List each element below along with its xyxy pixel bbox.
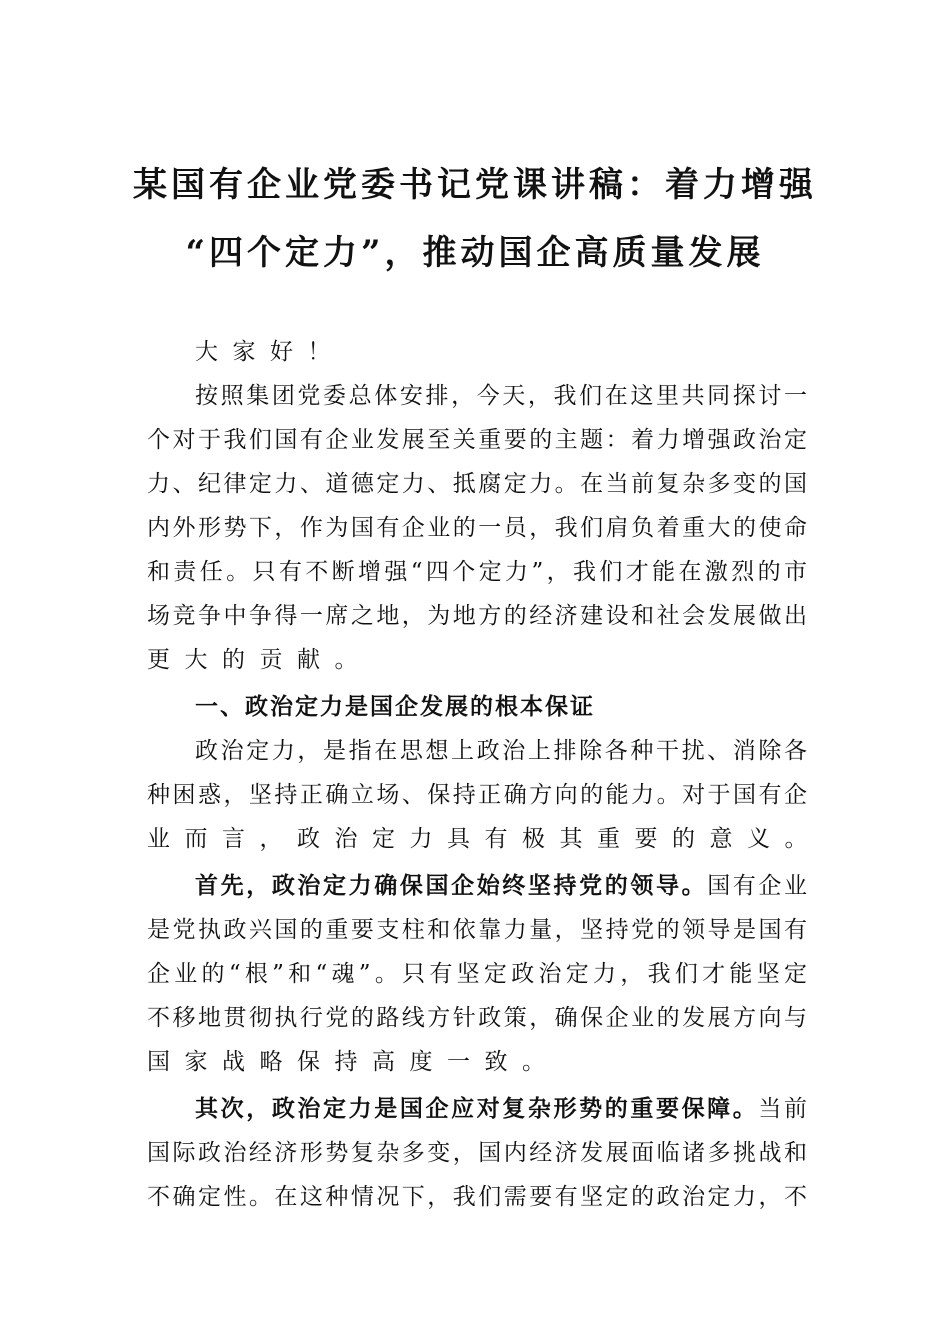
document-title-line-1: 某国有企业党委书记党课讲稿：着力增强 [133, 165, 817, 205]
lead-rest: 国有企业 [707, 873, 808, 899]
lead-rest: 当前 [758, 1096, 808, 1122]
paragraph-line: 政治定力，是指在思想上政治上排除各种干扰、消除各 [195, 738, 807, 764]
paragraph-line: 和责任。只有不断增强“四个定力”，我们才能在激烈的市 [147, 559, 807, 585]
paragraph-line: 企业的“根”和“魂”。只有坚定政治定力，我们才能坚定 [147, 961, 807, 987]
paragraph-line: 业而言，政治定力具有极其重要的意义。 [147, 826, 822, 852]
section-heading: 一、政治定力是国企发展的根本保证 [195, 693, 595, 720]
paragraph-line: 国家战略保持高度一致。 [147, 1049, 560, 1075]
paragraph-line: 按照集团党委总体安排，今天，我们在这里共同探讨一 [195, 383, 807, 409]
document-title-line-2: “四个定力”，推动国企高质量发展 [185, 233, 765, 273]
paragraph-line: 内外形势下，作为国有企业的一员，我们肩负着重大的使命 [147, 515, 807, 541]
paragraph-line: 是党执政兴国的重要支柱和依靠力量，坚持党的领导是国有 [147, 917, 807, 943]
paragraph-line: 力、纪律定力、道德定力、抵腐定力。在当前复杂多变的国 [147, 471, 807, 497]
bold-lead: 其次，政治定力是国企应对复杂形势的重要保障。 [195, 1095, 759, 1122]
paragraph-line: 场竞争中争得一席之地，为地方的经济建设和社会发展做出 [147, 603, 807, 629]
document-body [147, 330, 822, 1219]
paragraph-line: 更大的贡献。 [147, 647, 372, 673]
paragraph-line: 种困惑，坚持正确立场、保持正确方向的能力。对于国有企 [147, 782, 807, 808]
paragraph-line [147, 1087, 807, 1131]
paragraph-line: 个对于我们国有企业发展至关重要的主题：着力增强政治定 [147, 427, 807, 453]
bold-lead: 首先，政治定力确保国企始终坚持党的领导。 [195, 872, 708, 899]
greeting: 大家好！ [195, 339, 345, 365]
paragraph-line: 国际政治经济形势复杂多变，国内经济发展面临诸多挑战和 [147, 1140, 807, 1166]
paragraph-line: 不移地贯彻执行党的路线方针政策，确保企业的发展方向与 [147, 1005, 807, 1031]
paragraph-line [147, 864, 807, 908]
paragraph-line: 不确定性。在这种情况下，我们需要有坚定的政治定力，不 [147, 1184, 807, 1210]
